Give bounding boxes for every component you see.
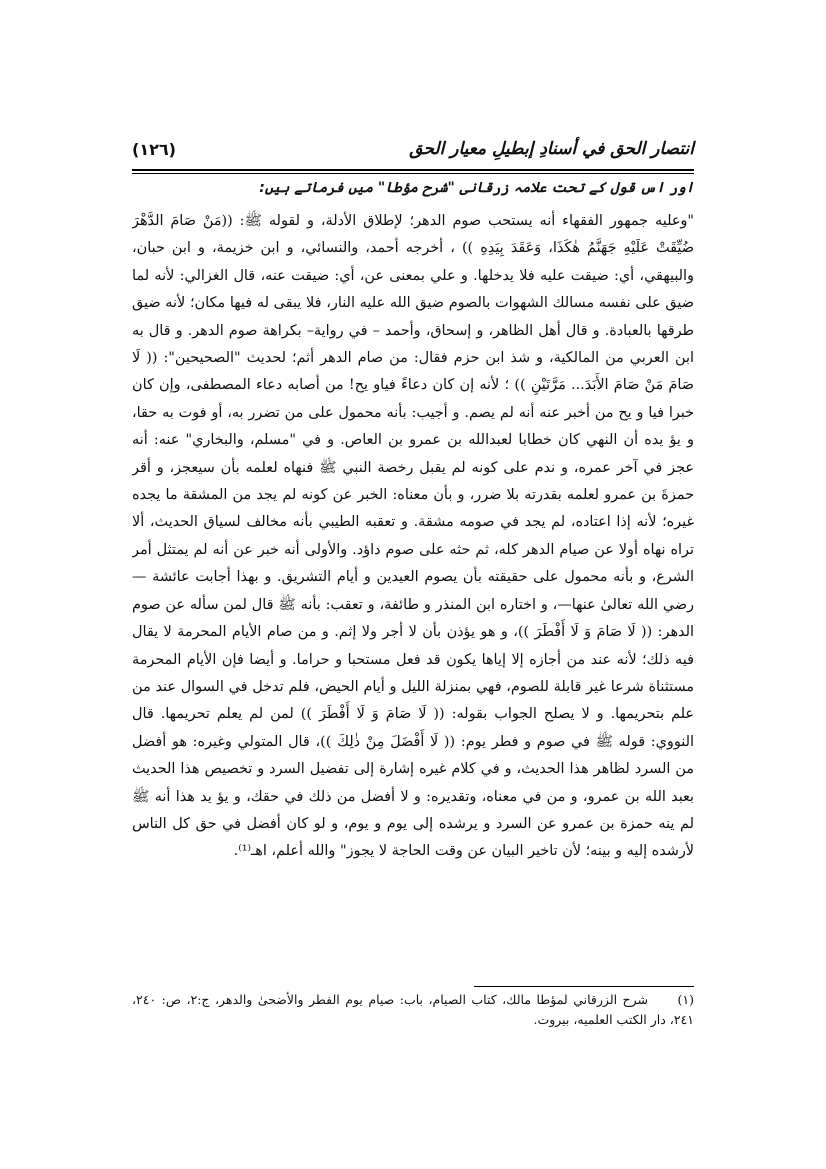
intro-line: اور اس قول کے تحت علامہ زرقانی "شرح مؤطا" میں فرماتے ہیں: (259, 180, 694, 196)
body-paragraph: "وعليه جمهور الفقهاء أنه يستحب صوم الدهر؛ لإطلاق الأدلة، و لقوله ﷺ: ((مَنْ صَامَ الدَّهْرَ ضُيِّقَتْ عَلَيْهِ جَهَنَّمُ هٰكَذَا، وَعَقَدَ بِيَدِهِ )) ، أخرجه أحمد، والنسائي، و ابن خزيمة، و ابن حبان، والبيهقي، أي: ضيقت عليه فلا يدخلها. و علي بمعنى عن، أي: ضيقت عنه، قال الغزالي: لأنه لما ضيق على نفسه مسالك الشهوات بالصوم ضيق الله عليه النار، فلا يبقى له فيها مكان؛ لأنه ضيق طرقها بالعبادة. و قال أهل الظاهر، و إسحاق، وأحمد – في رواية– بكراهة صوم الدهر. و قال به ابن العربي من المالكية، و شذ ابن حزم فقال: من صام الدهر أثم؛ لحديث "الصحيحين": (( لَا صَامَ مَنْ صَامَ الأَبَدَ... مَرَّتَيْنِ )) ؛ لأنه إن كان دعاءً فياو يح! من أصابه دعاء المصطفى، وإن كان خبرا فيا و يح من أخبر عنه أنه لم يصم. و أجيب: بأنه محمول على من تضرر به، أو فوت به حقا، و يؤ يده أن النهي كان خطابا لعبدالله بن عمرو بن العاص. و في "مسلم، والبخاري" عنه: أنه عجز في آخر عمره، و ندم على كونه لم يقبل رخصة النبي ﷺ فنهاه لعلمه بأن سيعجز، و أقر حمزةَ بن عمرو لعلمه بقدرته بلا ضرر، و بأن معناه: الخبر عن كونه لم يجد من المشقة ما يجده غيره؛ لأنه إذا اعتاده، لم يجد في صومه مشقة. و تعقبه الطيبي بأنه مخالف لسياق الحديث، ألا تراه نهاه أولا عن صيام الدهر كله، ثم حثه على صوم داؤد. والأولى أنه خبر عن أنه لم يمتثل أمر الشرع، و بأنه محمول على حقيقته بأن يصوم العيدين و أيام التشريق. و بهذا أجابت عائشة — رضي الله تعالىٰ عنها—، و اختاره ابن المنذر و طائفة، و تعقب: بأنه ﷺ قال لمن سأله عن صوم الدهر: (( لَا صَامَ وَ لَا أَفْطَرَ ))، و هو يؤذن بأن لا أجر ولا إثم. و من صام الأيام المحرمة لا يقال فيه ذلك؛ لأنه عند من أجازه إلا إياها يكون قد فعل مستحبا و حراما. و أيضا فإن الأيام المحرمة مستثناة شرعا غير قابلة للصوم، فهي بمنزلة الليل و أيام الحيض، فلم تدخل في السوال عند من علم بتحريمها. و لا يصلح الجواب بقوله: (( لَا صَامَ وَ لَا أَفْطَرَ )) لمن لم يعلم تحريمها. قال النووي: قوله ﷺ في صوم و فطر يوم: (( لَا أَفْضَلَ مِنْ ذٰلِكَ ))، قال المتولي وغيره: هو أفضل من السرد لظاهر هذا الحديث، و في كلام غيره إشارة إلى تفضيل السرد و تخصيص هذا الحديث بعبد الله بن عمرو، و من في معناه، وتقديره: و لا أفضل من ذلك في حقك، و يؤ يد هذا أنه ﷺ لم ينه حمزة بن عمرو عن السرد و يرشده إلى يوم و يوم، و لو كان أفضل في حق كل الناس لأرشده إليه و بينه؛ لأن تاخير البيان عن وقت الحاجة لا يجوز" والله أعلم، اهـ⁽¹⁾. (132, 213, 694, 860)
page-number: (١٢٦) (132, 139, 176, 159)
header-rule (132, 169, 694, 171)
footnote-number: (١) (677, 992, 694, 1007)
main-text (132, 208, 694, 983)
footnote-rule (474, 986, 694, 987)
header-rule-thin (132, 173, 694, 174)
page-header (132, 130, 694, 168)
footnote-text: شرح الزرقاني لمؤطا مالك، كتاب الصيام، باب: صيام يوم الفطر والأضحىٰ والدهر، ج:٢، ص: ٢٤٠، ٢٤١، دار الكتب العلميه، بيروت. (132, 992, 694, 1027)
running-title: انتصار الحق في أسنادِ إبطيلِ معيار الحق (409, 139, 694, 159)
footnote (132, 990, 694, 1030)
